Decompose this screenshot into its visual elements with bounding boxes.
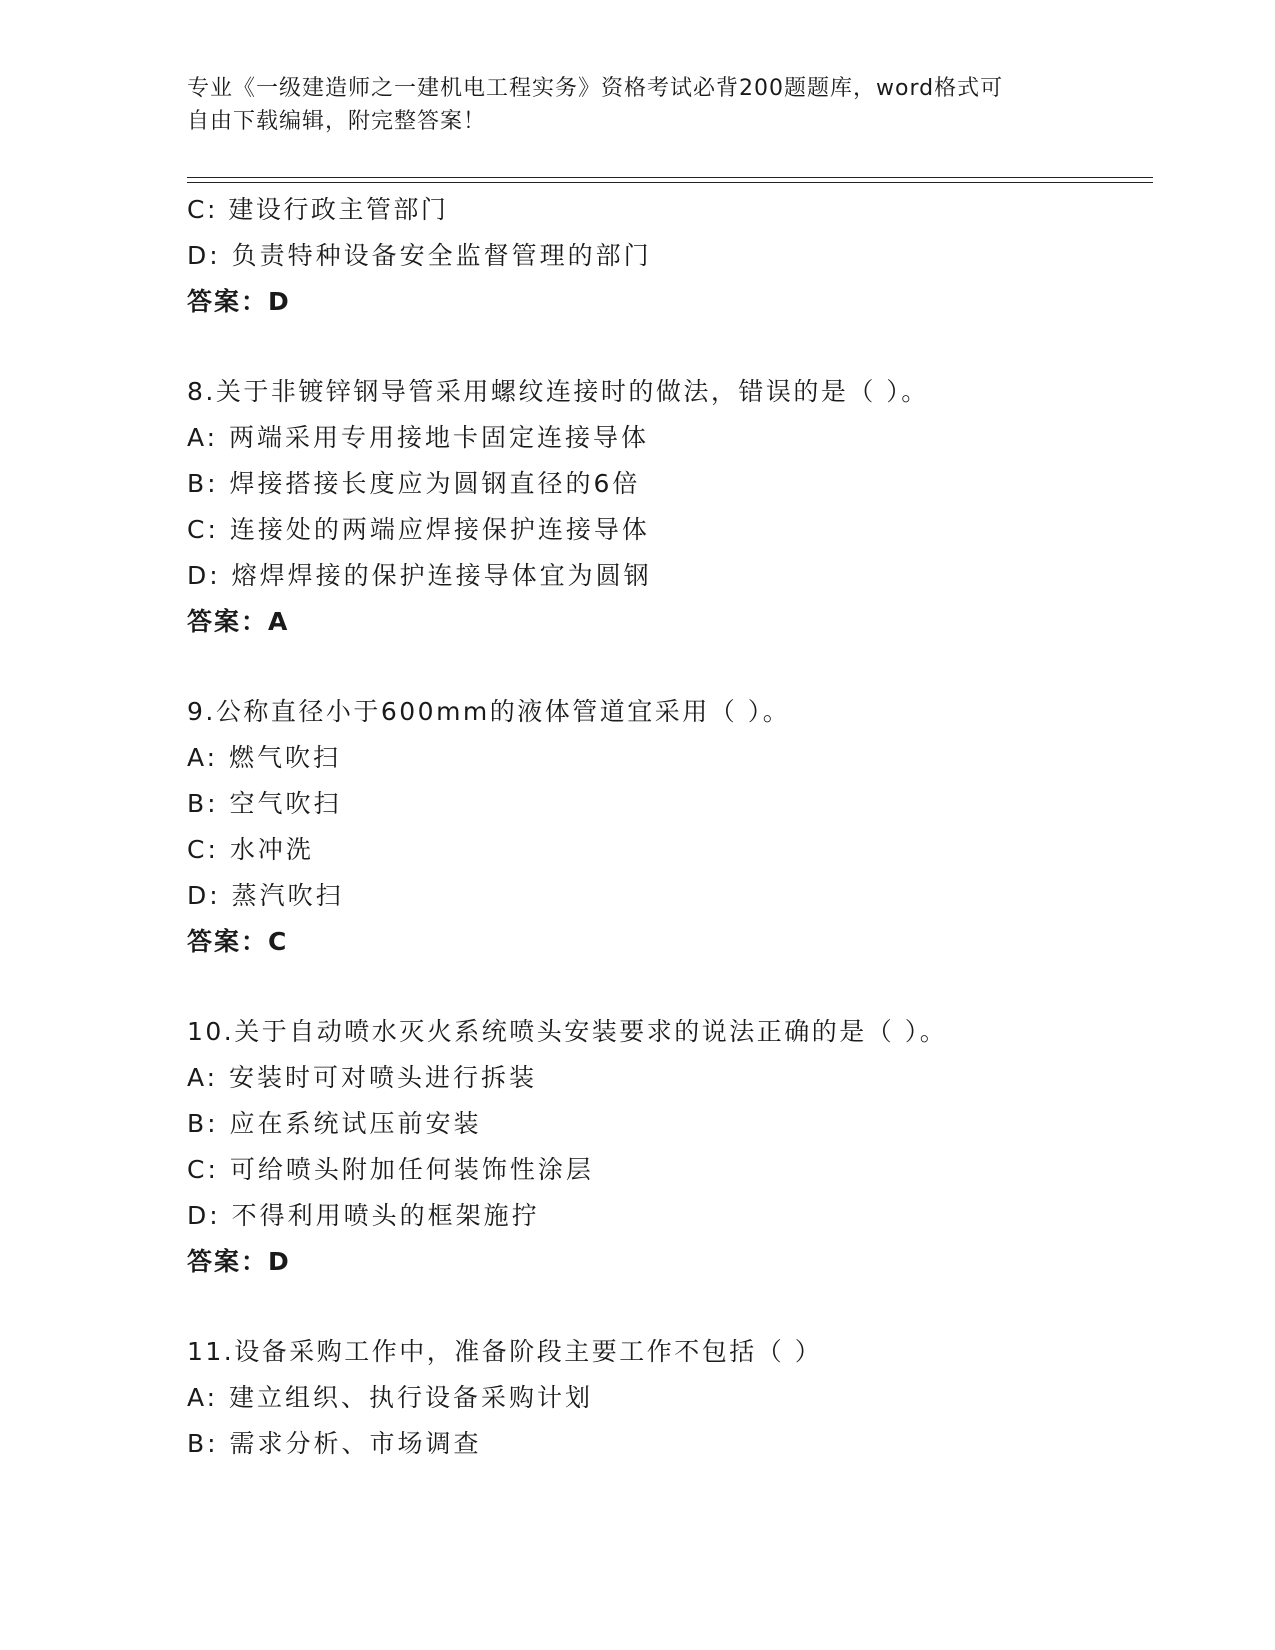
- question-option: A: 安装时可对喷头进行拆装: [187, 1063, 538, 1092]
- question-answer: 答案：D: [187, 1247, 291, 1276]
- question-option: A: 燃气吹扫: [187, 743, 342, 772]
- document-body: [187, 187, 1147, 1467]
- question-text: 10.关于自动喷水灭火系统喷头安装要求的说法正确的是（ ）。: [187, 1017, 948, 1046]
- question-text: 8.关于非镀锌钢导管采用螺纹连接时的做法，错误的是（ ）。: [187, 377, 929, 406]
- question-option: C: 水冲洗: [187, 835, 314, 864]
- question-option: D: 负责特种设备安全监督管理的部门: [187, 241, 652, 270]
- spacer: [187, 965, 1147, 1009]
- question-9: [187, 689, 1147, 965]
- question-option: C: 建设行政主管部门: [187, 195, 449, 224]
- header-title-line-1: 专业《一级建造师之一建机电工程实务》资格考试必背200题题库，word格式可: [187, 76, 1004, 101]
- question-option: B: 焊接搭接长度应为圆钢直径的6倍: [187, 469, 641, 498]
- document-header: [187, 72, 1087, 138]
- question-answer: 答案：D: [187, 287, 291, 316]
- question-option: D: 不得利用喷头的框架施拧: [187, 1201, 540, 1230]
- spacer: [187, 645, 1147, 689]
- question-8: [187, 369, 1147, 645]
- question-option: A: 建立组织、执行设备采购计划: [187, 1383, 594, 1412]
- spacer: [187, 1285, 1147, 1329]
- spacer: [187, 325, 1147, 369]
- question-answer: 答案：A: [187, 607, 290, 636]
- question-answer: 答案：C: [187, 927, 289, 956]
- question-10: [187, 1009, 1147, 1285]
- question-7-continued: [187, 187, 1147, 325]
- question-option: B: 空气吹扫: [187, 789, 342, 818]
- question-option: C: 可给喷头附加任何装饰性涂层: [187, 1155, 594, 1184]
- question-option: D: 蒸汽吹扫: [187, 881, 344, 910]
- header-divider-top: [187, 177, 1153, 178]
- question-option: B: 应在系统试压前安装: [187, 1109, 482, 1138]
- question-option: C: 连接处的两端应焊接保护连接导体: [187, 515, 650, 544]
- question-11: [187, 1329, 1147, 1467]
- question-option: A: 两端采用专用接地卡固定连接导体: [187, 423, 650, 452]
- header-title-line-2: 自由下载编辑，附完整答案！: [187, 109, 487, 134]
- header-divider-bottom: [187, 182, 1153, 183]
- question-text: 9.公称直径小于600mm的液体管道宜采用（ ）。: [187, 697, 791, 726]
- question-option: D: 熔焊焊接的保护连接导体宜为圆钢: [187, 561, 652, 590]
- question-text: 11.设备采购工作中，准备阶段主要工作不包括（ ）: [187, 1337, 823, 1366]
- question-option: B: 需求分析、市场调查: [187, 1429, 482, 1458]
